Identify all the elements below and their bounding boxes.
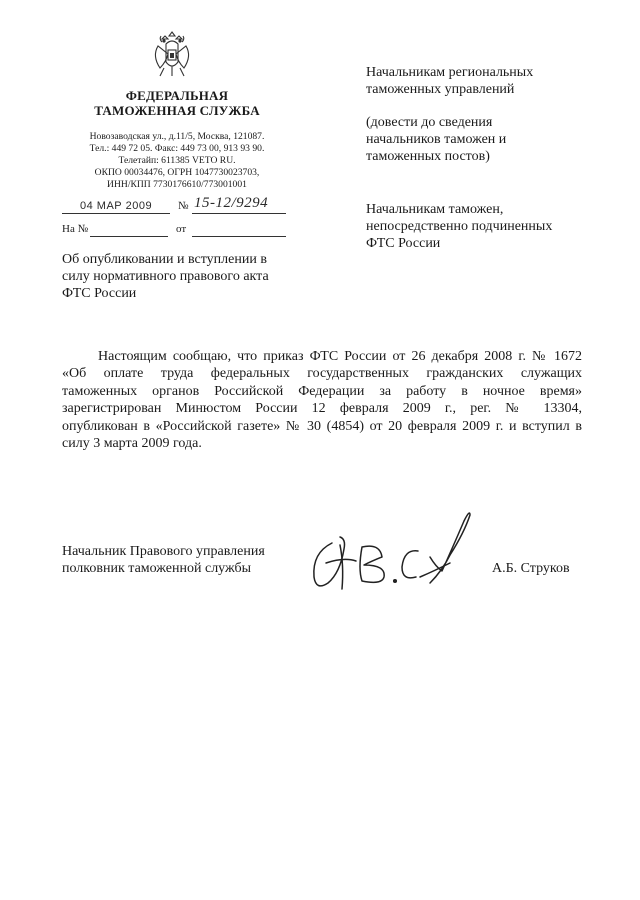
number-label: №	[178, 200, 189, 212]
addressee-customs	[366, 201, 606, 252]
addressee-line: Начальникам региональных	[366, 65, 534, 80]
subject-line: силу нормативного правового акта	[62, 269, 269, 284]
letter-body	[62, 348, 582, 452]
addressee-line: непосредственно подчиненных	[366, 219, 553, 234]
ref-number-label: На №	[62, 223, 89, 235]
ref-number-underline	[90, 236, 168, 237]
ref-date-underline	[192, 236, 286, 237]
contact-line: ИНН/КПП 7730176610/773001001	[107, 179, 247, 190]
contact-line: ОКПО 00034476, ОГРН 1047730023703,	[94, 167, 260, 178]
body-line: «Об оплате труда федеральных государственных гражданских служащих	[62, 366, 582, 382]
body-line: опубликован в «Российской газете» № 30 (4854) от 20 февраля 2009 г. и вступил в	[62, 418, 582, 434]
registration-date: 04 МАР 2009	[80, 200, 153, 212]
subject-line: Об опубликовании и вступлении в	[62, 252, 267, 267]
addressee-line: (довести до сведения	[366, 115, 493, 130]
addressee-regional	[366, 64, 606, 98]
registration-number: 15-12/9294	[194, 195, 269, 211]
body-line: силу 3 марта 2009 года.	[62, 436, 202, 452]
subject-heading	[62, 251, 292, 302]
body-line: Настоящим сообщаю, что приказ ФТС России от 26 декабря 2008 г. № 1672	[98, 349, 582, 364]
addressee-line: ФТС России	[366, 236, 441, 251]
signatory-position	[62, 543, 302, 577]
org-name-line2: ТАМОЖЕННАЯ СЛУЖБА	[94, 103, 260, 118]
contact-line: Новозаводская ул., д.11/5, Москва, 121087.	[89, 131, 265, 142]
addressee-note	[366, 114, 606, 165]
contact-line: Тел.: 449 72 05. Факс: 449 73 00, 913 93 90.	[89, 143, 265, 154]
signatory-name: А.Б. Струков	[492, 561, 570, 576]
ref-date-label: от	[176, 223, 187, 235]
date-underline	[62, 213, 170, 214]
contact-line: Телетайп: 611385 VETO RU.	[118, 155, 236, 166]
position-line: полковник таможенной службы	[62, 561, 252, 576]
org-name-line1: ФЕДЕРАЛЬНАЯ	[125, 88, 229, 103]
handwritten-signature	[300, 505, 480, 600]
addressee-line: Начальникам таможен,	[366, 202, 504, 217]
body-line: таможенных органов Российской Федерации за работу в ночное время»	[62, 383, 582, 399]
contact-block	[62, 131, 292, 191]
position-line: Начальник Правового управления	[62, 544, 265, 559]
subject-line: ФТС России	[62, 286, 137, 301]
body-line: зарегистрирован Минюстом России 12 февраля 2009 г., рег. № 13304,	[62, 401, 582, 417]
coat-of-arms-icon	[150, 28, 194, 80]
addressee-line: таможенных управлений	[366, 82, 515, 97]
addressee-line: начальников таможен и	[366, 132, 507, 147]
number-underline	[192, 213, 286, 214]
addressee-line: таможенных постов)	[366, 149, 490, 164]
